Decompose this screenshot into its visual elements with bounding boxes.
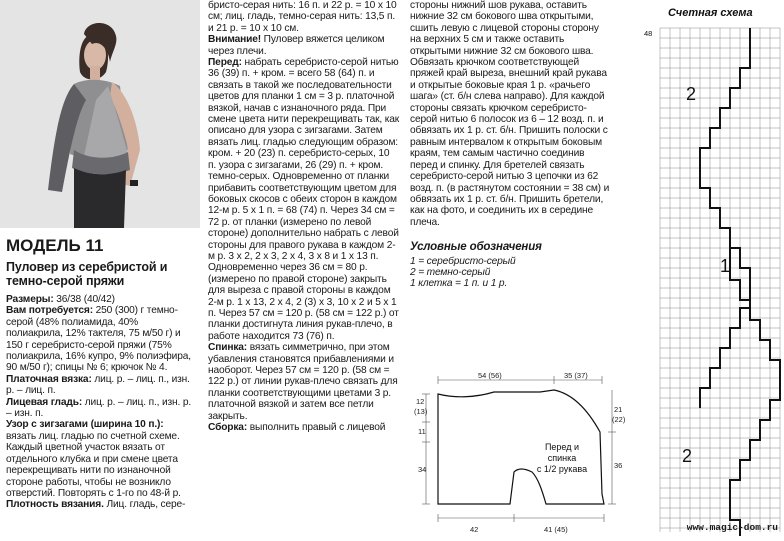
column-1-paragraphs xyxy=(6,294,196,511)
paragraph xyxy=(6,374,196,397)
model-photo-illustration xyxy=(0,0,200,228)
dim-bottom-right: 41 (45) xyxy=(544,525,568,534)
chart-zone-label-3: 2 xyxy=(682,446,693,466)
paragraph-heading: Размеры: xyxy=(6,294,54,305)
column-2 xyxy=(208,0,400,433)
paragraph-heading: Узор с зигзагами (ширина 10 п.): xyxy=(6,419,164,431)
paragraph-heading: Перед: xyxy=(208,57,242,69)
paragraph-heading: Плотность вязания. xyxy=(6,499,104,511)
paragraph-text: лиц. р. – лиц. п., изн. р. – изн. п. xyxy=(6,396,192,420)
paragraph-heading: Лицевая гладь: xyxy=(6,396,83,408)
column-3 xyxy=(410,0,610,290)
column-1 xyxy=(6,236,196,511)
model-title: МОДЕЛЬ 11 xyxy=(6,236,104,255)
paragraph-text: вязать лиц. гладью по счетной схеме. Каждый цветной участок вязать от отдельного клубка и при смене цвета перекрещивать нити по изнаночной стороне работы, чтобы не возникло отверстий. Повторять с 1-го по 48-й р. xyxy=(6,430,181,499)
column-3-paragraphs xyxy=(410,0,610,228)
dim-left-low: 34 xyxy=(418,465,427,474)
paragraph-text: стороны нижний шов рукава, оставить нижние 32 см бокового шва открытыми, сшить левую с лицевой стороны сторону на верхних 5 см и также оставить открытыми нижние 32 см бокового шва. Обвязать крючком соответствующей пряжей край выреза, внешний край рукава и открытые боковые края 1 р. «рачьего шага» (ст. б/н слева направо). Для каждой стороны связать крючком серебристо-серой нитью 6 полосок из 6 – 12 возд. п. и обвязать их 1 р. ст. б/н. Пришить полоски с равным интервалом к открытым боковым краям, тем самым частично соединив перед и спинку. Для бретелей связать серебристо-серой нитью 3 цепочки из 62 возд. п. (в растянутом состоянии = 38 см) и обвязать их 1 р. ст. б/н. Пришить бретели, как на фото, и соединить их в середине плеча. xyxy=(410,0,610,228)
dim-top-left: 54 (56) xyxy=(478,372,502,380)
paragraph-text: Пуловер вяжется целиком через плечи. xyxy=(208,34,385,57)
dim-left-top-b: (13) xyxy=(414,407,428,416)
pattern-label-3: с 1/2 рукава xyxy=(536,464,588,474)
chart-zone-label-1: 2 xyxy=(686,84,697,104)
paragraph-heading: Спинка: xyxy=(208,342,248,354)
paragraph xyxy=(410,0,610,228)
legend-item-1: 1 = серебристо-серый xyxy=(410,255,516,267)
pattern-label-1: Перед и xyxy=(544,442,580,452)
stitch-chart xyxy=(630,0,784,536)
paragraph xyxy=(208,422,400,433)
paragraph-text: 250 (300) г темно-серой (48% полиамида, 40% полиакрила, 12% тактеля, 75 м/50 г) и 150 г серебристо-серой пряжи (75% полиакрила, 16% купро, 9% полиэфира, 90 м/50 г); спицы № 6; крючок № 4. xyxy=(6,305,191,374)
paragraph xyxy=(6,397,196,420)
paragraph-text: бристо-серая нить: 16 п. и 22 р. = 10 х 10 см; лиц. гладь, темно-серая нить: 13,5 п. и 21 р. = 10 х 10 см. xyxy=(208,0,397,34)
paragraph xyxy=(208,0,400,34)
dim-right-top-b: (22) xyxy=(612,415,626,424)
dim-top-right: 35 (37) xyxy=(564,372,588,380)
paragraph-text: 36/38 (40/42) xyxy=(53,294,115,305)
paragraph xyxy=(208,342,400,422)
paragraph-heading: Сборка: xyxy=(208,422,248,434)
pattern-schematic xyxy=(414,372,626,536)
dim-right-top-a: 21 xyxy=(614,405,623,414)
paragraph xyxy=(6,499,196,510)
paragraph-heading: Платочная вязка: xyxy=(6,373,92,385)
pattern-label-2: спинка xyxy=(547,453,577,463)
legend-item-2: 2 = темно-серый xyxy=(410,266,491,278)
legend-heading: Условные обозначения xyxy=(410,241,542,254)
dim-left-mid: 11 xyxy=(418,427,426,436)
dim-bottom-left: 42 xyxy=(470,525,479,534)
paragraph-heading: Внимание! xyxy=(208,34,261,46)
column-2-paragraphs xyxy=(208,0,400,433)
paragraph-text: вязать симметрично, при этом убавления становятся прибавлениями и наоборот. Через 57 см = 120 р. (58 см = 122 р.) от линии рукав-плечо связать для планки соответствующими цветами 3 р. платочной вязкой и затем все петли закрыть. xyxy=(208,342,398,422)
chart-row-label: 48 xyxy=(644,29,653,38)
paragraph-text: лиц. р. – лиц. п., изн. р. – лиц. п. xyxy=(6,373,190,397)
dim-left-top-a: 12 xyxy=(416,397,425,406)
paragraph-text: Лиц. гладь, сере- xyxy=(103,499,186,511)
model-photo xyxy=(0,0,200,228)
chart-title: Счетная схема xyxy=(668,7,753,19)
model-subtitle: Пуловер из серебристой и темно-серой пряжи xyxy=(6,260,168,288)
paragraph xyxy=(6,419,196,499)
paragraph xyxy=(208,34,400,57)
stitch-chart-grid xyxy=(630,0,784,536)
paragraph-text: выполнить правый с лицевой xyxy=(247,422,386,434)
paragraph-heading: Вам потребуется: xyxy=(6,305,93,317)
footer-url: www.magic-dom.ru xyxy=(686,522,778,533)
paragraph xyxy=(208,57,400,342)
legend-item-3: 1 клетка = 1 п. и 1 р. xyxy=(410,278,508,290)
paragraph-text: набрать серебристо-серой нитью 36 (39) п. + кром. = всего 58 (64) п. и связать в такой же последовательности цветов для планки 1 см = 3 р. платочной вязкой, начав с изнаночного ряда. При смене цвета нити перекрещивать так, как описано для узора с зигзагами. Затем вязать лиц. гладью следующим образом: кром. + 20 (23) п. серебристо-серых, 10 п. узора с зигзагами, 26 (29) п. + кром. темно-серых. Одновременно от планки прибавить соответствующим цветом для боковых скосов с обеих сторон в каждом 12-м р. 5 х 1 п. = 68 (74) п. Через 34 см = 72 р. от планки (измерено по левой стороне) дополнительно набрать с левой стороны для правого рукава в каждом 2-м р. 3 х 2, 2 х 3, 2 х 4, 3 х 8 и 1 х 13 п. Одновременно через 36 см = 80 р. (измерено по правой стороне) закрыть для выреза с правой стороны в каждом 2-м р. 1 х 13, 2 х 4, 2 (3) х 3, 10 х 2 и 5 х 1 п. Через 57 см = 120 р. (58 см = 122 р.) от планки достигнута линия рукав-плечо, в работе находится 73 (76) п. xyxy=(208,57,400,342)
chart-gridlines xyxy=(660,28,780,532)
chart-zone-label-2: 1 xyxy=(720,256,731,276)
paragraph xyxy=(6,294,196,305)
paragraph xyxy=(6,305,196,373)
dim-right-mid: 36 xyxy=(614,461,623,470)
